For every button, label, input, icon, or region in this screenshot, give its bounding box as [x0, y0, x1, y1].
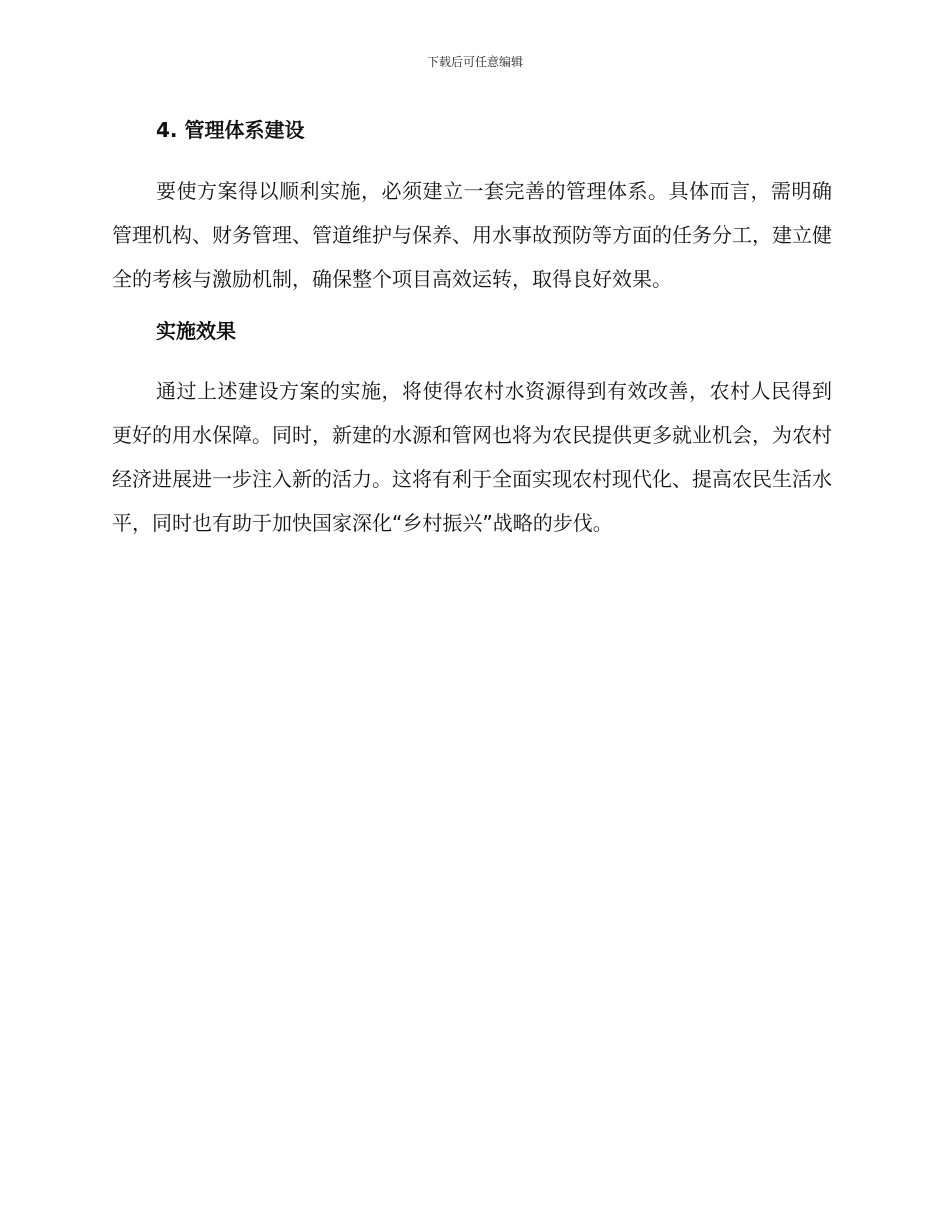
section-heading-management-system: 4. 管理体系建设 [156, 118, 305, 142]
section-paragraph-implementation-effect: 通过上述建设方案的实施，将使得农村水资源得到有效改善，农村人民得到更好的用水保障。同时，新建的水源和管网也将为农民提供更多就业机会，为农村经济进展进一步注入新的活力。这将有利于全面实现农村现代化、提高农民生活水平，同时也有助于加快国家深化“乡村振兴”战略的步伐。 [112, 379, 832, 535]
document-body [112, 112, 832, 545]
page-header: 下载后可任意编辑 [426, 55, 523, 69]
section-heading-implementation-effect: 实施效果 [156, 319, 236, 343]
section-paragraph-management-system: 要使方案得以顺利实施，必须建立一套完善的管理体系。具体而言，需明确管理机构、财务管理、管道维护与保养、用水事故预防等方面的任务分工，建立健全的考核与激励机制，确保整个项目高效运转，取得良好效果。 [112, 179, 832, 291]
